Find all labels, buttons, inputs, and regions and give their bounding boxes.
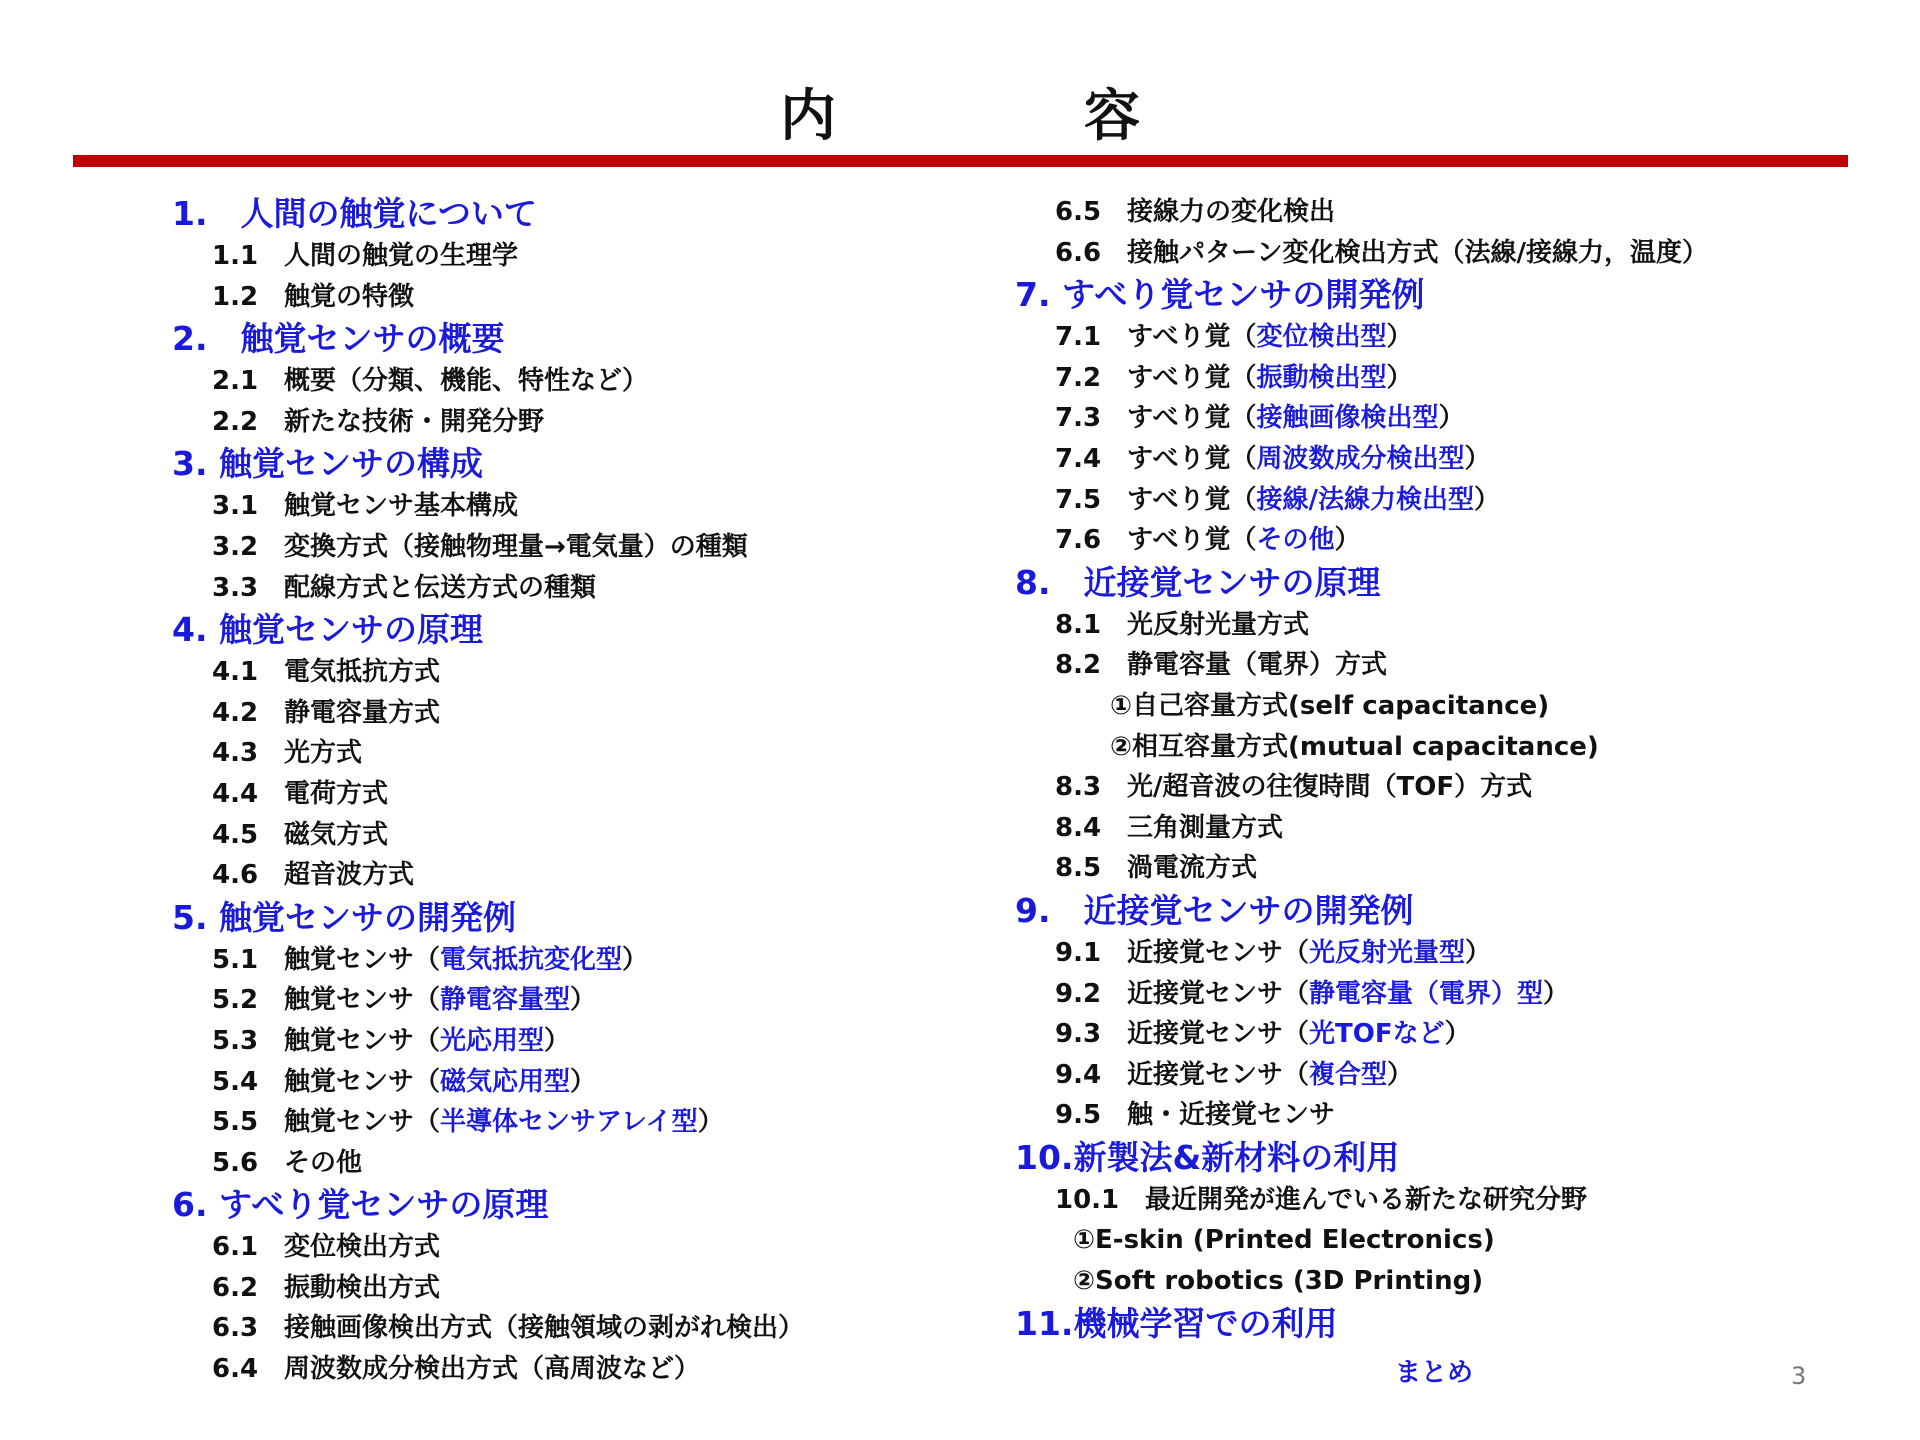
item-text: 電荷方式	[284, 778, 389, 809]
toc-item-8-3	[1015, 767, 1708, 808]
toc-item-9-2	[1015, 974, 1708, 1015]
item-text: 三角測量方式	[1127, 812, 1284, 843]
item-number: 5.4	[212, 1066, 259, 1097]
item-text: 近接覚センサ（	[1127, 978, 1310, 1009]
toc-item-7-1	[1015, 317, 1708, 358]
item-highlight: 静電容量（電界）型	[1309, 978, 1544, 1009]
page-number: 3	[1791, 1362, 1807, 1390]
toc-item-5-2	[172, 980, 804, 1021]
toc-item-8-2	[1015, 645, 1708, 686]
item-highlight: その他	[1256, 525, 1335, 556]
item-number: 5.3	[212, 1025, 259, 1056]
item-number: 9.3	[1055, 1019, 1102, 1050]
item-text: 超音波方式	[284, 860, 415, 891]
item-text-close: ）	[1334, 525, 1361, 556]
toc-item-7-6	[1015, 520, 1708, 561]
toc-item-5-1	[172, 940, 804, 981]
item-number: 9.5	[1055, 1100, 1102, 1131]
item-text: 磁気方式	[284, 819, 389, 850]
item-number: 5.5	[212, 1107, 259, 1138]
item-text-close: ）	[570, 1066, 597, 1097]
item-highlight: 光反射光量型	[1309, 937, 1466, 968]
item-number: 9.2	[1055, 978, 1102, 1009]
toc-subitem-10-1-2: ②Soft robotics (3D Printing)	[1073, 1266, 1484, 1297]
item-number: 5.1	[212, 944, 259, 975]
item-text: 触覚センサ（	[284, 944, 441, 975]
toc-item-7-2	[1015, 358, 1708, 399]
item-text: 光/超音波の往復時間（TOF）方式	[1127, 772, 1533, 803]
item-number: 7.2	[1055, 362, 1102, 393]
toc-item-6-2	[172, 1268, 804, 1309]
item-text: 触覚センサ（	[284, 1066, 441, 1097]
item-number: 2.2	[212, 406, 259, 437]
toc-item-10-1	[1015, 1180, 1708, 1221]
toc-item-1-1	[172, 236, 804, 277]
item-text: 配線方式と伝送方式の種類	[284, 572, 597, 603]
toc-item-7-4	[1015, 439, 1708, 480]
item-number: 6.2	[212, 1272, 259, 1303]
item-text-close: ）	[1386, 322, 1413, 353]
item-text-close: ）	[1387, 1059, 1414, 1090]
item-number: 8.4	[1055, 812, 1102, 843]
toc-item-5-3	[172, 1021, 804, 1062]
item-text-close: ）	[1444, 1019, 1471, 1050]
item-text: すべり覚（	[1127, 443, 1257, 474]
toc-heading-4: 4. 触覚センサの原理	[172, 610, 483, 650]
item-text: 触覚センサ（	[284, 1107, 441, 1138]
item-number: 4.4	[212, 778, 259, 809]
item-highlight: 光TOFなど	[1309, 1019, 1445, 1050]
toc-item-5-4	[172, 1062, 804, 1103]
item-text: 触覚センサ（	[284, 985, 441, 1016]
toc-left-column	[172, 192, 804, 1390]
toc-subitem-10-1-1: ①E-skin (Printed Electronics)	[1073, 1225, 1495, 1256]
summary-label: まとめ	[1395, 1358, 1474, 1388]
item-text: すべり覚（	[1127, 484, 1257, 515]
item-highlight: 変位検出型	[1256, 322, 1387, 353]
item-text-close: ）	[622, 944, 649, 975]
item-text: 静電容量（電界）方式	[1127, 650, 1388, 681]
item-highlight: 接線/法線力検出型	[1256, 484, 1474, 515]
item-text-close: ）	[1464, 443, 1491, 474]
toc-heading-11: 11.機械学習での利用	[1015, 1303, 1338, 1343]
item-text: 変位検出方式	[284, 1232, 441, 1263]
item-text-close: ）	[1438, 403, 1465, 434]
toc-item-5-6	[172, 1143, 804, 1184]
item-text: 接線力の変化検出	[1127, 197, 1336, 227]
item-number: 7.4	[1055, 443, 1102, 474]
item-text: 近接覚センサ（	[1127, 937, 1310, 968]
item-highlight: 振動検出型	[1256, 362, 1387, 393]
item-text-close: ）	[570, 985, 597, 1016]
page-title: 内 容	[780, 84, 1236, 149]
toc-item-3-1	[172, 486, 804, 527]
item-number: 7.5	[1055, 484, 1102, 515]
toc-heading-10: 10.新製法&新材料の利用	[1015, 1137, 1400, 1177]
item-number: 4.1	[212, 657, 259, 688]
toc-item-7-3	[1015, 398, 1708, 439]
toc-heading-1: 1. 人間の触覚について	[172, 194, 537, 233]
toc-item-1-2	[172, 277, 804, 318]
toc-heading-9: 9. 近接覚センサの開発例	[1015, 890, 1414, 930]
toc-item-9-4	[1015, 1055, 1708, 1096]
item-number: 3.1	[212, 491, 259, 522]
toc-item-8-5	[1015, 848, 1708, 889]
item-number: 4.6	[212, 860, 259, 891]
item-number: 6.6	[1055, 237, 1102, 268]
toc-item-2-1	[172, 361, 804, 402]
item-text: 最近開発が進んでいる新たな研究分野	[1145, 1184, 1588, 1215]
toc-heading-7: 7. すべり覚センサの開発例	[1015, 275, 1425, 315]
item-number: 6.3	[212, 1313, 259, 1344]
item-number: 4.3	[212, 738, 259, 769]
item-number: 4.2	[212, 697, 259, 728]
toc-item-8-1	[1015, 605, 1708, 646]
item-highlight: 静電容量型	[440, 985, 571, 1016]
item-text: すべり覚（	[1127, 525, 1257, 556]
item-text-close: ）	[1465, 937, 1492, 968]
item-text: 概要（分類、機能、特性など）	[284, 366, 649, 397]
item-number: 6.4	[212, 1354, 259, 1385]
item-text: すべり覚（	[1127, 403, 1257, 434]
toc-heading-5: 5. 触覚センサの開発例	[172, 897, 516, 937]
item-text: 触覚の特徴	[284, 281, 415, 312]
item-text-close: ）	[1543, 978, 1570, 1009]
toc-item-4-3	[172, 733, 804, 774]
item-number: 3.2	[212, 531, 259, 562]
item-text: 近接覚センサ（	[1127, 1019, 1310, 1050]
item-number: 8.5	[1055, 853, 1102, 884]
toc-item-9-3	[1015, 1014, 1708, 1055]
item-number: 4.5	[212, 819, 259, 850]
item-text: 光方式	[284, 738, 363, 769]
toc-heading-8: 8. 近接覚センサの原理	[1015, 562, 1381, 602]
item-highlight: 電気抵抗変化型	[440, 944, 623, 975]
toc-item-5-5	[172, 1102, 804, 1143]
item-number: 2.1	[212, 366, 259, 397]
toc-heading-2: 2. 触覚センサの概要	[172, 319, 505, 359]
toc-item-9-5	[1015, 1095, 1708, 1136]
item-text-close: ）	[544, 1025, 571, 1056]
item-text: 触・近接覚センサ	[1127, 1100, 1336, 1131]
toc-item-7-5	[1015, 480, 1708, 521]
item-number: 3.3	[212, 572, 259, 603]
item-number: 7.3	[1055, 403, 1102, 434]
item-highlight: 光応用型	[440, 1025, 545, 1056]
item-number: 8.1	[1055, 609, 1102, 640]
item-highlight: 周波数成分検出型	[1256, 443, 1465, 474]
item-text: 周波数成分検出方式（高周波など）	[284, 1354, 701, 1385]
toc-item-9-1	[1015, 933, 1708, 974]
toc-item-4-1	[172, 652, 804, 693]
item-text: 静電容量方式	[284, 697, 441, 728]
toc-item-6-4	[172, 1349, 804, 1390]
item-number: 7.1	[1055, 322, 1102, 353]
item-text: 渦電流方式	[1127, 853, 1258, 884]
item-text: 変換方式（接触物理量→電気量）の種類	[284, 531, 748, 562]
item-text: すべり覚（	[1127, 362, 1257, 393]
item-highlight: 接触画像検出型	[1256, 403, 1439, 434]
toc-subitem-8-2-1: ①自己容量方式(self capacitance)	[1110, 690, 1550, 721]
item-text: 接触パターン変化検出方式（法線/接線力，温度）	[1127, 237, 1708, 268]
item-number: 10.1	[1055, 1184, 1120, 1215]
item-text: 電気抵抗方式	[284, 657, 441, 688]
item-text-close: ）	[1386, 362, 1413, 393]
item-text: 触覚センサ基本構成	[284, 491, 519, 522]
item-number: 9.1	[1055, 937, 1102, 968]
toc-item-6-6	[1015, 233, 1708, 274]
item-text: 人間の触覚の生理学	[284, 241, 519, 271]
item-text: 接触画像検出方式（接触領域の剥がれ検出）	[284, 1313, 805, 1344]
toc-item-6-5	[1015, 192, 1708, 233]
item-number: 7.6	[1055, 525, 1102, 556]
item-number: 5.6	[212, 1147, 259, 1178]
item-text: 振動検出方式	[284, 1272, 441, 1303]
toc-heading-6: 6. すべり覚センサの原理	[172, 1185, 549, 1225]
item-number: 6.5	[1055, 197, 1102, 227]
item-text: 触覚センサ（	[284, 1025, 441, 1056]
title-underline	[73, 155, 1848, 167]
item-text: 光反射光量方式	[1127, 609, 1310, 640]
item-text-close: ）	[697, 1107, 724, 1138]
toc-item-2-2	[172, 402, 804, 443]
item-text: その他	[284, 1147, 363, 1178]
item-highlight: 磁気応用型	[440, 1066, 571, 1097]
toc-item-4-4	[172, 774, 804, 815]
toc-item-6-1	[172, 1227, 804, 1268]
item-number: 8.2	[1055, 650, 1102, 681]
item-text: 近接覚センサ（	[1127, 1059, 1310, 1090]
toc-item-3-3	[172, 568, 804, 609]
item-number: 9.4	[1055, 1059, 1102, 1090]
toc-subitem-8-2-2: ②相互容量方式(mutual capacitance)	[1110, 731, 1599, 762]
toc-heading-3: 3. 触覚センサの構成	[172, 444, 483, 484]
item-highlight: 複合型	[1309, 1059, 1388, 1090]
toc-item-4-5	[172, 815, 804, 856]
item-text-close: ）	[1473, 484, 1500, 515]
toc-item-6-3	[172, 1308, 804, 1349]
item-highlight: 半導体センサアレイ型	[440, 1107, 698, 1138]
toc-item-4-6	[172, 855, 804, 896]
item-number: 5.2	[212, 985, 259, 1016]
item-number: 8.3	[1055, 772, 1102, 803]
item-number: 1.2	[212, 281, 259, 312]
item-number: 1.1	[212, 241, 259, 271]
toc-right-column	[1015, 192, 1708, 1346]
toc-item-3-2	[172, 527, 804, 568]
item-text: 新たな技術・開発分野	[284, 406, 545, 437]
toc-item-4-2	[172, 693, 804, 734]
toc-item-8-4	[1015, 808, 1708, 849]
item-text: すべり覚（	[1127, 322, 1257, 353]
item-number: 6.1	[212, 1232, 259, 1263]
